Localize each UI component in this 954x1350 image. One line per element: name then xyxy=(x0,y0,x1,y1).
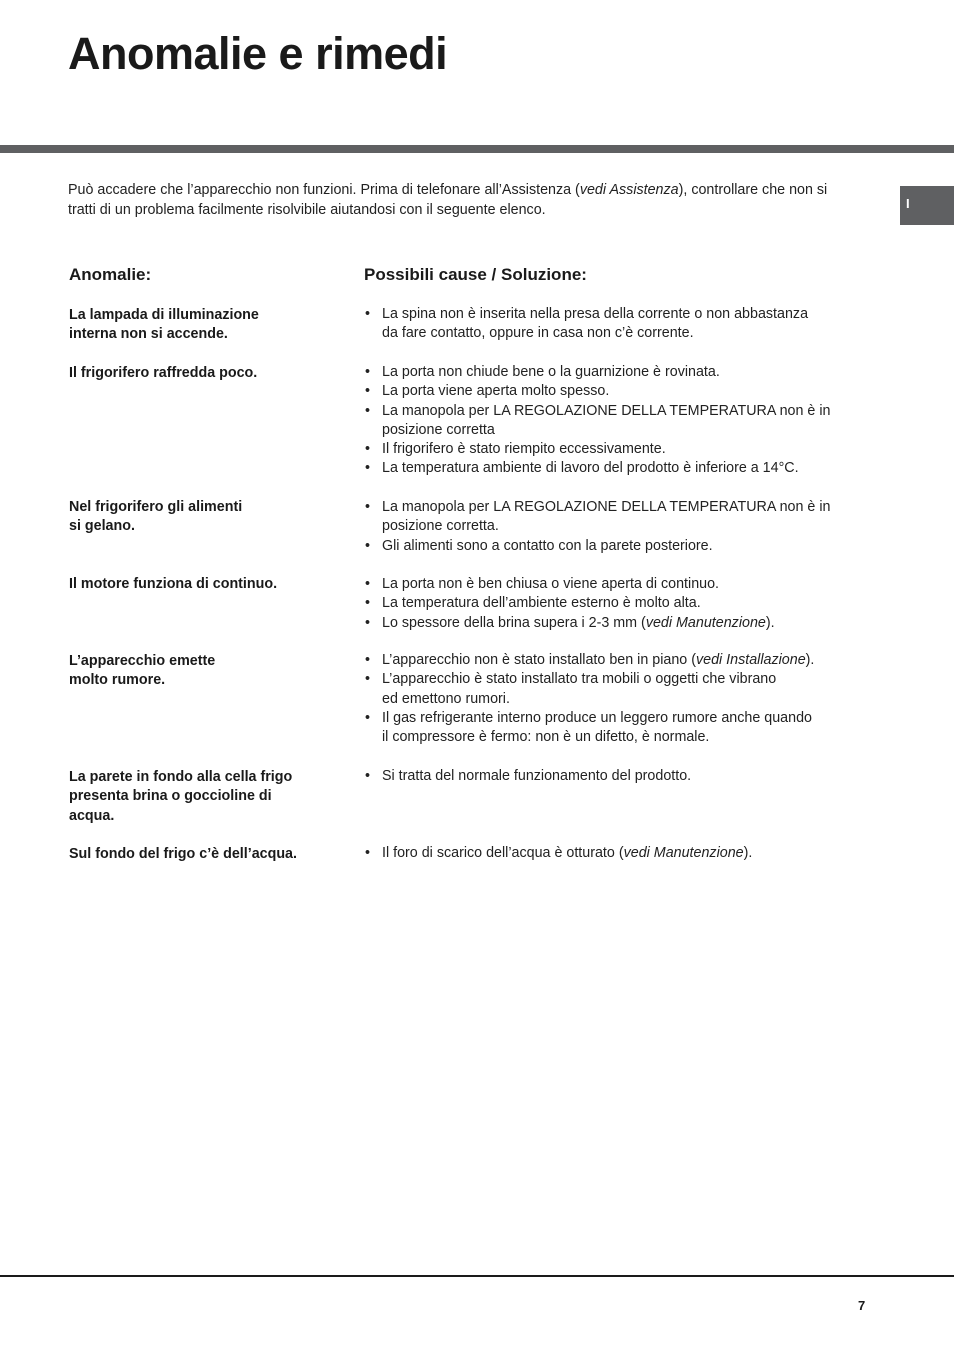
cause-text: Gli alimenti sono a contatto con la parete posteriore. xyxy=(382,537,713,554)
cause-text-end: ). xyxy=(805,652,815,668)
bullet-icon: • xyxy=(365,595,371,612)
bullet-icon: • xyxy=(365,499,371,515)
anomaly-label: La lampada di illuminazione interna non si accende. xyxy=(69,307,259,343)
cause-list xyxy=(364,575,874,633)
cause-text: L’apparecchio non è stato installato ben in piano ( xyxy=(382,652,696,668)
cause-text: La spina non è inserita nella presa della corrente o non abbastanza da fare contatto, oppure in casa non c’è corrente. xyxy=(382,306,809,342)
bullet-icon: • xyxy=(365,671,371,688)
cause-item xyxy=(364,651,874,670)
cause-list xyxy=(364,305,874,344)
cause-text: La temperatura dell’ambiente esterno è molto alta. xyxy=(382,595,701,612)
footer-divider xyxy=(0,1275,954,1277)
bullet-icon: • xyxy=(365,364,371,380)
cause-text: La manopola per LA REGOLAZIONE DELLA TEMPERATURA non è in posizione corretta. xyxy=(382,499,831,535)
anomaly-label: Nel frigorifero gli alimenti si gelano. xyxy=(69,499,243,535)
page-number: 7 xyxy=(858,1298,866,1313)
cause-item xyxy=(364,537,874,556)
bullet-icon: • xyxy=(365,402,371,419)
cause-text: Il gas refrigerante interno produce un leggero rumore anche quando il compressore è fermo: non è un difetto, è normale. xyxy=(382,709,812,746)
cause-item xyxy=(364,767,874,786)
cause-text: La manopola per LA REGOLAZIONE DELLA TEMPERATURA non è in posizione corretta xyxy=(382,402,831,438)
cause-item xyxy=(364,709,874,748)
anomalies-heading: Anomalie: xyxy=(69,265,152,284)
bullet-icon: • xyxy=(365,768,371,784)
bullet-icon: • xyxy=(365,614,371,631)
bullet-icon: • xyxy=(365,845,371,861)
cause-list xyxy=(364,651,874,747)
bullet-icon: • xyxy=(365,576,371,592)
cause-item xyxy=(364,459,874,478)
cause-text: La porta non chiude bene o la guarnizione è rovinata. xyxy=(382,364,720,380)
bullet-icon: • xyxy=(365,709,371,726)
cause-text: La porta non è ben chiusa o viene aperta di continuo. xyxy=(382,576,720,592)
cause-text: Lo spessore della brina supera i 2-3 mm ( xyxy=(382,614,646,631)
intro-text-2: ), controllare che non si tratti di un problema facilmente risolvibile aiutandosi con il seguente elenco. xyxy=(68,182,828,218)
page-title: Anomalie e rimedi xyxy=(68,28,448,79)
cause-item xyxy=(364,594,874,613)
bullet-icon: • xyxy=(365,537,371,554)
cross-reference: vedi Installazione xyxy=(695,652,806,668)
cause-list xyxy=(364,498,874,556)
cause-item xyxy=(364,844,874,863)
cause-text-end: ). xyxy=(743,845,753,861)
cause-list xyxy=(364,767,874,786)
cause-text: Il foro di scarico dell’acqua è otturato ( xyxy=(382,845,624,861)
intro-italic-ref: vedi Assistenza xyxy=(579,182,679,198)
cause-item xyxy=(364,402,874,441)
header-divider xyxy=(0,145,954,153)
anomaly-label: Il frigorifero raffredda poco. xyxy=(69,365,258,381)
cause-list xyxy=(364,363,874,479)
cause-item xyxy=(364,498,874,537)
cause-item xyxy=(364,305,874,344)
cause-item xyxy=(364,575,874,594)
cross-reference: vedi Manutenzione xyxy=(623,845,744,861)
cause-item xyxy=(364,363,874,382)
cause-text: La porta viene aperta molto spesso. xyxy=(382,383,610,400)
cause-item xyxy=(364,670,874,709)
cause-text: Si tratta del normale funzionamento del prodotto. xyxy=(382,768,692,784)
cause-text: L’apparecchio è stato installato tra mobili o oggetti che vibrano ed emettono rumori. xyxy=(382,671,777,707)
cause-item xyxy=(364,382,874,401)
cause-item xyxy=(364,440,874,459)
intro-paragraph xyxy=(68,181,848,220)
cause-list xyxy=(364,844,874,863)
cross-reference: vedi Manutenzione xyxy=(645,614,766,631)
cause-text: La temperatura ambiente di lavoro del prodotto è inferiore a 14°C. xyxy=(382,460,799,477)
cause-item xyxy=(364,614,874,633)
cause-text: Il frigorifero è stato riempito eccessivamente. xyxy=(382,441,666,458)
anomaly-label: La parete in fondo alla cella frigo presenta brina o goccioline di acqua. xyxy=(69,769,293,824)
bullet-icon: • xyxy=(365,441,371,458)
cause-text-end: ). xyxy=(765,614,775,631)
bullet-icon: • xyxy=(365,460,371,477)
language-tab: I xyxy=(900,186,954,225)
causes-heading: Possibili cause / Soluzione: xyxy=(364,265,587,284)
bullet-icon: • xyxy=(365,383,371,400)
anomaly-label: Il motore funziona di continuo. xyxy=(69,576,278,592)
anomaly-label: Sul fondo del frigo c’è dell’acqua. xyxy=(69,846,297,862)
bullet-icon: • xyxy=(365,306,371,322)
bullet-icon: • xyxy=(365,652,371,668)
anomaly-label: L’apparecchio emette molto rumore. xyxy=(69,653,216,689)
intro-text-1: Può accadere che l’apparecchio non funzioni. Prima di telefonare all’Assistenza ( xyxy=(68,182,580,198)
